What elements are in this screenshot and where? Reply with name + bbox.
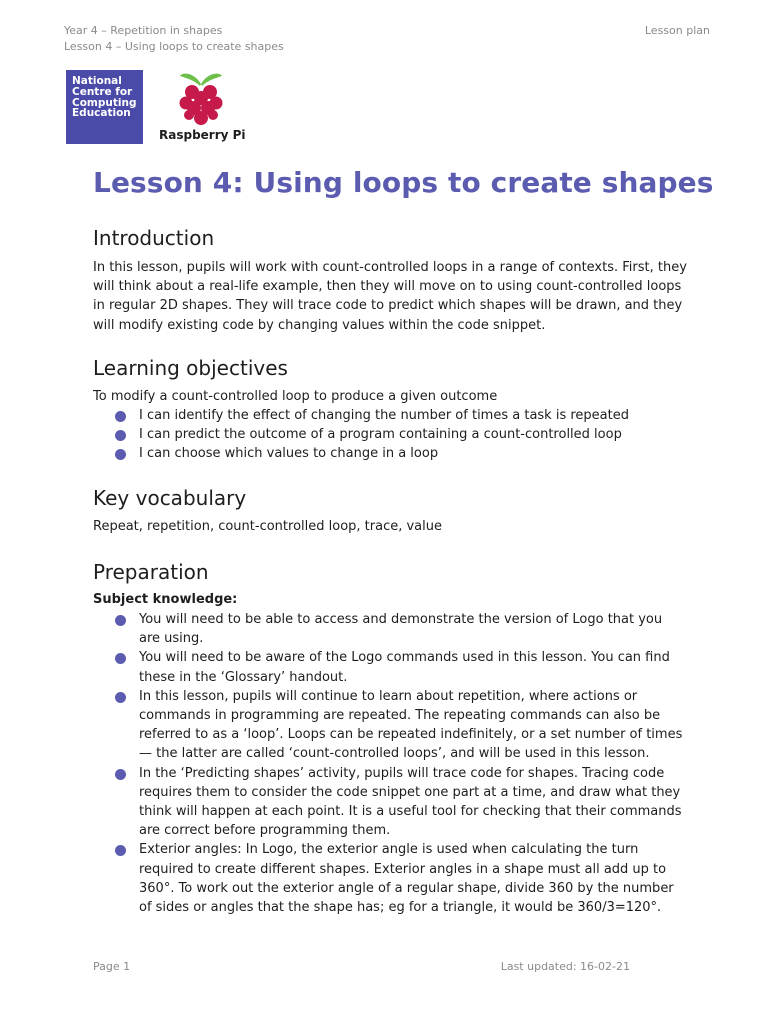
list-item: You will need to be aware of the Logo commands used in this lesson. You can find these in the ‘Glossary’ handout. xyxy=(93,648,685,686)
objectives-intro: To modify a count-controlled loop to produce a given outcome xyxy=(93,389,498,404)
vocabulary-text: Repeat, repetition, count-controlled loop, trace, value xyxy=(93,519,442,534)
ncce-logo-line: National xyxy=(72,75,122,87)
preparation-list xyxy=(93,610,685,917)
header-doc-type: Lesson plan xyxy=(644,24,710,37)
raspberry-pi-wordmark: Raspberry Pi xyxy=(159,128,246,142)
last-updated: Last updated: 16-02-21 xyxy=(500,960,630,973)
list-item: I can predict the outcome of a program containing a count-controlled loop xyxy=(93,425,685,444)
raspberry-pi-icon xyxy=(174,70,228,128)
list-item: Exterior angles: In Logo, the exterior angle is used when calculating the turn required to create different shapes. Exterior angles in a shape must all add up to 360°. To work out the exterior angle of a regular shape, divide 360 by the number of sides or angles that the shape has; eg for a triangle, it would be 360/3=120°. xyxy=(93,840,685,917)
ncce-logo xyxy=(66,70,143,144)
objectives-heading: Learning objectives xyxy=(93,356,288,380)
subject-knowledge-heading: Subject knowledge: xyxy=(93,592,238,607)
vocabulary-heading: Key vocabulary xyxy=(93,486,247,510)
introduction-text: In this lesson, pupils will work with count-controlled loops in a range of contexts. First, they will think about a real-life example, then they will move on to using count-controlled loops in regular 2D shapes. They will trace code to predict which shapes will be drawn, and they will modify existing code by changing values within the code snippet. xyxy=(93,260,687,333)
list-item: I can choose which values to change in a loop xyxy=(93,444,685,463)
page-number: Page 1 xyxy=(93,960,131,973)
list-item: In the ‘Predicting shapes’ activity, pupils will trace code for shapes. Tracing code requires them to consider the code snippet one part at a time, and draw what they think will happen at each point. It is a useful tool for checking that their commands are correct before programming them. xyxy=(93,764,685,841)
header-left xyxy=(64,23,284,55)
ncce-logo-line: Education xyxy=(72,107,131,120)
preparation-heading: Preparation xyxy=(93,560,209,584)
list-item: In this lesson, pupils will continue to learn about repetition, where actions or commands in programming are repeated. The repeating commands can also be referred to as a ‘loop’. Loops can be repeated indefinitely, or a set number of times — the latter are called ‘count-controlled loops’, and will be used in this lesson. xyxy=(93,687,685,764)
header-lesson: Lesson 4 – Using loops to create shapes xyxy=(64,40,284,53)
list-item: I can identify the effect of changing the number of times a task is repeated xyxy=(93,406,685,425)
ncce-logo-line: Computing xyxy=(72,96,137,109)
ncce-logo-line: Centre for xyxy=(72,85,133,98)
page-title: Lesson 4: Using loops to create shapes xyxy=(93,166,714,199)
list-item: You will need to be able to access and demonstrate the version of Logo that you are using. xyxy=(93,610,685,648)
introduction-heading: Introduction xyxy=(93,226,215,250)
header-unit: Year 4 – Repetition in shapes xyxy=(64,24,223,37)
objectives-list xyxy=(93,406,685,464)
